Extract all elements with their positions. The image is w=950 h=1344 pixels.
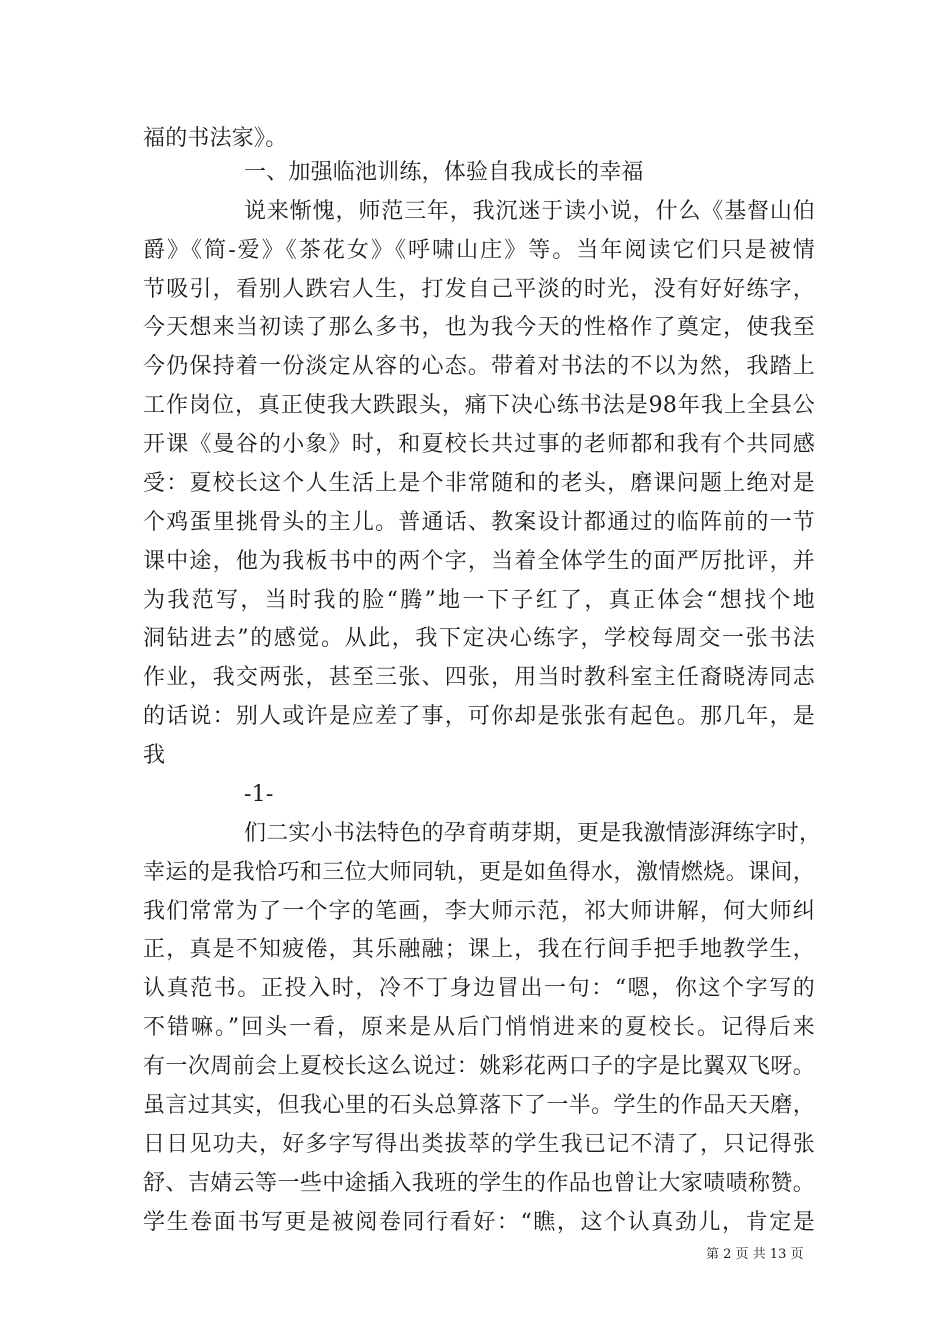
paragraph-line: 虽言过其实，但我心里的石头总算落下了一半。学生的作品天天磨， [143,1093,815,1118]
paragraph-line: 正，真是不知疲倦，其乐融融；课上，我在行间手把手地教学生， [143,937,815,962]
paragraph-line: 开课《曼谷的小象》时，和夏校长共过事的老师都和我有个共同感 [143,432,815,457]
paragraph-line: 学生卷面书写更是被阅卷同行看好：“瞧，这个认真劲儿，肯定是 [143,1210,815,1235]
paragraph-line: 今天想来当初读了那么多书，也为我今天的性格作了奠定，使我至 [143,315,815,340]
paragraph-line: 为我范写，当时我的脸“腾”地一下子红了，真正体会“想找个地 [143,588,815,613]
paragraph-line: 不错嘛。”回头一看，原来是从后门悄悄进来的夏校长。记得后来 [143,1015,815,1040]
paragraph-line: 洞钻进去”的感觉。从此，我下定决心练字，学校每周交一张书法 [143,626,815,651]
paragraph-line: 今仍保持着一份淡定从容的心态。带着对书法的不以为然，我踏上 [143,354,815,379]
paragraph-line: 个鸡蛋里挑骨头的主儿。普通话、教案设计都通过的临阵前的一节 [143,510,815,535]
paragraph-line: 节吸引，看别人跌宕人生，打发自己平淡的时光，没有好好练字， [143,277,815,302]
paragraph-line: 工作岗位，真正使我大跌跟头，痛下决心练书法是98年我上全县公 [143,393,815,418]
paragraph-line: 课中途，他为我板书中的两个字，当着全体学生的面严厉批评，并 [143,549,815,574]
page-number-marker: -1- [244,782,274,807]
paragraph-line: 日日见功夫，好多字写得出类拔萃的学生我已记不清了，只记得张 [143,1132,815,1157]
paragraph-line: 有一次周前会上夏校长这么说过：姚彩花两口子的字是比翼双飞呀。 [143,1054,815,1079]
paragraph-line: 受：夏校长这个人生活上是个非常随和的老头，磨课问题上绝对是 [143,471,815,496]
paragraph-line: 认真范书。正投入时，冷不丁身边冒出一句：“嗯，你这个字写的 [143,976,815,1001]
paragraph-line: 舒、吉婧云等一些中途插入我班的学生的作品也曾让大家啧啧称赞。 [143,1171,815,1196]
paragraph-line: 的话说：别人或许是应差了事，可你却是张张有起色。那几年，是 [143,704,815,729]
paragraph-line: 爵》《简-爱》《茶花女》《呼啸山庄》等。当年阅读它们只是被情 [143,238,815,263]
section-heading: 一、加强临池训练，体验自我成长的幸福 [244,160,644,185]
page-footer: 第 2 页 共 13 页 [706,1247,804,1262]
paragraph-line: 我们常常为了一个字的笔画，李大师示范，祁大师讲解，何大师纠 [143,899,815,924]
paragraph-line: 们二实小书法特色的孕育萌芽期，更是我激情澎湃练字时， [244,821,822,846]
paragraph-line: 幸运的是我恰巧和三位大师同轨，更是如鱼得水，激情燃烧。课间， [143,860,815,885]
paragraph-line: 福的书法家》。 [143,126,288,151]
paragraph-line: 说来惭愧，师范三年，我沉迷于读小说，什么《基督山伯 [244,199,815,224]
paragraph-line: 作业，我交两张，甚至三张、四张，用当时教科室主任裔晓涛同志 [143,665,815,690]
paragraph-line: 我 [143,743,166,768]
